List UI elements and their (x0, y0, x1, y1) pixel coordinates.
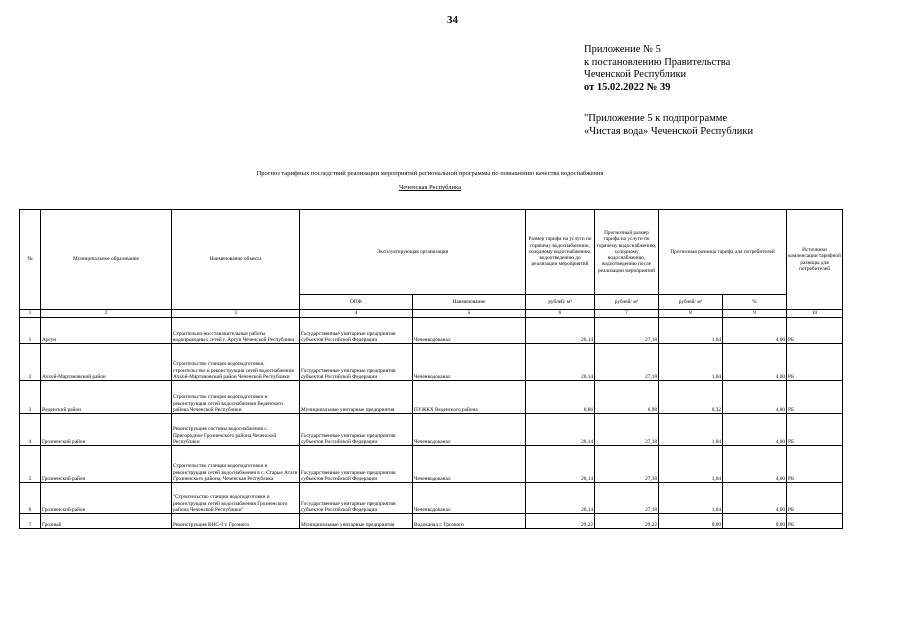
annex-line-4: от 15.02.2022 № 39 (584, 81, 671, 93)
source-cell: РБ (787, 381, 843, 414)
object-cell: Реконструкция ВНС-3 г. Грозного (172, 514, 300, 529)
table-row (20, 483, 843, 514)
tariff-before-cell: 26,14 (526, 414, 595, 446)
opf-cell: Муниципальные унитарные предприятия (300, 514, 413, 529)
row-number: 4 (20, 414, 41, 446)
opf-cell: Государственные унитарные предприятия субъектов Российской Федерации (300, 344, 413, 381)
annex2-line-2: «Чистая вода» Чеченской Республики (584, 125, 754, 137)
source-cell: РБ (787, 446, 843, 483)
municipality-cell: Грозненский район (41, 483, 172, 514)
object-cell: Строительно-восстановительные работы водопроводных сетей г. Аргун Чеченской Республики (172, 318, 300, 344)
source-cell: РБ (787, 514, 843, 529)
col-number: 5 (413, 310, 526, 318)
table-row (20, 446, 843, 483)
diff-pct-cell: 4,00 (723, 344, 787, 381)
source-cell: РБ (787, 344, 843, 381)
opf-cell: Государственные унитарные предприятия субъектов Российской Федерации (300, 446, 413, 483)
document-heading: Прогноз тарифных последствий реализации мероприятий региональной программы по повышению качества водоснабжения (256, 170, 604, 177)
diff-pct-cell: 0,00 (723, 514, 787, 529)
source-cell: РБ (787, 318, 843, 344)
object-cell: Строительство станции водоподготовки и реконструкция сетей водоснабжения в с. Старые Атаги Грозненского района, Чеченская Республика (172, 446, 300, 483)
col-number: 1 (20, 310, 41, 318)
tariff-after-cell: 6,98 (595, 381, 659, 414)
opf-cell: Государственные унитарные предприятия субъектов Российской Федерации (300, 483, 413, 514)
tariff-after-cell: 27,18 (595, 344, 659, 381)
tariff-after-cell: 27,18 (595, 414, 659, 446)
table-row (20, 318, 843, 344)
subheader-unit-3: рублей/ м³ (659, 295, 723, 310)
subheader-unit-2: рублей/ м³ (595, 295, 659, 310)
tariff-after-cell: 27,18 (595, 318, 659, 344)
row-number: 6 (20, 483, 41, 514)
municipality-cell: Грозный (41, 514, 172, 529)
row-number: 7 (20, 514, 41, 529)
diff-rub-cell: 0,32 (659, 381, 723, 414)
annex-block (584, 44, 730, 94)
diff-rub-cell: 1,04 (659, 483, 723, 514)
org-name-cell: Чеченводоканал (413, 414, 526, 446)
tariff-before-cell: 26,14 (526, 344, 595, 381)
object-cell: "Строительство станции водоподготовки и реконструкция сетей водоснабжения Грозненского района Чеченской Республики" (172, 483, 300, 514)
diff-pct-cell: 4,00 (723, 414, 787, 446)
header-diff: Прогнозная разница тарифа для потребителей (659, 210, 787, 295)
col-number: 9 (723, 310, 787, 318)
org-name-cell: Чеченводоканал (413, 446, 526, 483)
object-cell: Реконструкция системы водоснабжения с. Пригородное Грозненского района Чеченской Республики (172, 414, 300, 446)
diff-rub-cell: 1,04 (659, 344, 723, 381)
table-row (20, 514, 843, 529)
tariff-table (19, 209, 843, 529)
tariff-after-cell: 29,22 (595, 514, 659, 529)
municipality-cell: Грозненский район (41, 446, 172, 483)
municipality-cell: Аргун (41, 318, 172, 344)
org-name-cell: Чеченводоканал (413, 344, 526, 381)
annex2-line-1: "Приложение 5 к подпрограмме (584, 113, 728, 124)
diff-rub-cell: 1,04 (659, 414, 723, 446)
row-number: 5 (20, 446, 41, 483)
header-tariff-forecast: Прогнозный размер тарифа на услуги по горячему водоснабжению, холодному водоснабжению, водоотведению после реализации мероприятий (595, 210, 659, 295)
municipality-cell: Грозненский район (41, 414, 172, 446)
org-name-cell: Водоканал г. Грозного (413, 514, 526, 529)
header-object: Наименование объекта (172, 210, 300, 310)
col-number: 7 (595, 310, 659, 318)
tariff-after-cell: 27,18 (595, 483, 659, 514)
col-number: 8 (659, 310, 723, 318)
municipality-cell: Ачхой-Мартановский район (41, 344, 172, 381)
header-num: № (20, 210, 41, 310)
annex2-block (584, 113, 753, 138)
opf-cell: Государственные унитарные предприятия субъектов Российской Федерации (300, 318, 413, 344)
tariff-before-cell: 29,22 (526, 514, 595, 529)
header-sources: Источники компенсации тарифной разницы для потребителей (787, 210, 843, 310)
municipality-cell: Веденский район (41, 381, 172, 414)
annex-line-2: к постановлению Правительства (584, 56, 731, 68)
col-number: 4 (300, 310, 413, 318)
col-number: 10 (787, 310, 843, 318)
table-row (20, 381, 843, 414)
header-municipality: Муниципальное образование (41, 210, 172, 310)
row-number: 2 (20, 344, 41, 381)
tariff-before-cell: 26,14 (526, 446, 595, 483)
row-number: 3 (20, 381, 41, 414)
object-cell: Строительство станции водоподготовки и реконструкция сетей водоснабжения Веденского района Чеченской Республики (172, 381, 300, 414)
col-number: 6 (526, 310, 595, 318)
diff-pct-cell: 4,00 (723, 483, 787, 514)
source-cell: РБ (787, 483, 843, 514)
object-cell: Строительство станции водоподготовки, строительство и реконструкция сетей водоснабжения Ачхой-Мартановский район Чеченской Республики (172, 344, 300, 381)
opf-cell: Муниципальные унитарные предприятия (300, 381, 413, 414)
tariff-before-cell: 26,14 (526, 483, 595, 514)
column-numbers-row (20, 310, 843, 318)
diff-pct-cell: 4,00 (723, 318, 787, 344)
tariff-before-cell: 26,14 (526, 318, 595, 344)
diff-rub-cell: 1,04 (659, 446, 723, 483)
opf-cell: Государственные унитарные предприятия субъектов Российской Федерации (300, 414, 413, 446)
org-name-cell: Чеченводоканал (413, 318, 526, 344)
annex-line-3: Чеченской Республики (584, 69, 687, 81)
subheader-pct: % (723, 295, 787, 310)
org-name-cell: ПУЖКХ Веденского района (413, 381, 526, 414)
subheader-name: Наименование (413, 295, 526, 310)
page-number: 34 (447, 14, 458, 26)
header-org: Эксплуатирующая организация (300, 210, 526, 295)
document-subheading: Чеченская Республика (399, 184, 461, 191)
diff-pct-cell: 4,80 (723, 381, 787, 414)
header-tariff-size: Размер тарифа на услуги по горячему водоснабжению, холодному водоснабжению, водоотведению до реализации мероприятий (526, 210, 595, 295)
diff-pct-cell: 4,00 (723, 446, 787, 483)
table-row (20, 344, 843, 381)
tariff-after-cell: 27,18 (595, 446, 659, 483)
subheader-unit-1: рублей/ м³ (526, 295, 595, 310)
org-name-cell: Чеченводоканал (413, 483, 526, 514)
col-number: 3 (172, 310, 300, 318)
source-cell: РБ (787, 414, 843, 446)
col-number: 2 (41, 310, 172, 318)
annex-line-1: Приложение № 5 (584, 44, 661, 55)
diff-rub-cell: 1,04 (659, 318, 723, 344)
diff-rub-cell: 0,00 (659, 514, 723, 529)
tariff-before-cell: 6,66 (526, 381, 595, 414)
subheader-opf: ОПФ (300, 295, 413, 310)
row-number: 1 (20, 318, 41, 344)
table-row (20, 414, 843, 446)
